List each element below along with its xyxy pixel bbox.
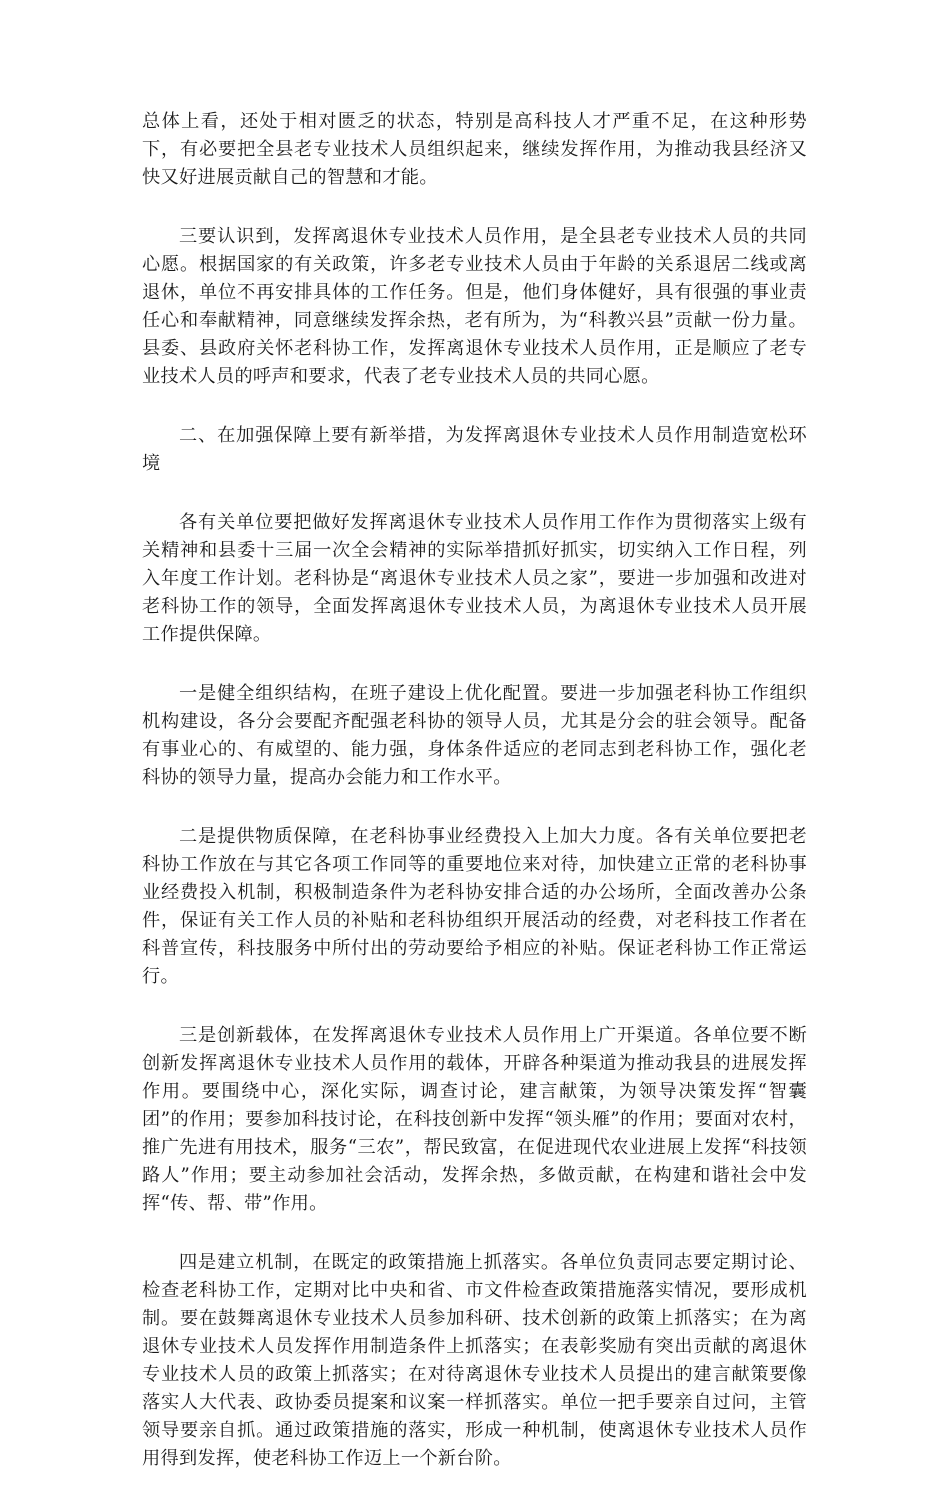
paragraph-1: 总体上看，还处于相对匮乏的状态，特别是高科技人才严重不足，在这种形势下，有必要把全县老专业技术人员组织起来，继续发挥作用，为推动我县经济又快又好进展贡献自己的智慧和才能。 — [142, 111, 807, 188]
paragraph-4: 各有关单位要把做好发挥离退休专业技术人员作用工作作为贯彻落实上级有关精神和县委十三届一次全会精神的实际举措抓好抓实，切实纳入工作日程，列入年度工作计划。老科协是“离退休专业技术人员之家”，要进一步加强和改进对老科协工作的领导，全面发挥离退休专业技术人员，为离退休专业技术人员开展工作提供保障。 — [142, 512, 807, 645]
paragraph-6: 二是提供物质保障，在老科协事业经费投入上加大力度。各有关单位要把老科协工作放在与其它各项工作同等的重要地位来对待，加快建立正常的老科协事业经费投入机制，积极制造条件为老科协安排合适的办公场所，全面改善办公条件，保证有关工作人员的补贴和老科协组织开展活动的经费，对老科技工作者在科普宣传，科技服务中所付出的劳动要给予相应的补贴。保证老科协工作正常运行。 — [142, 826, 807, 987]
paragraph-2: 三要认识到，发挥离退休专业技术人员作用，是全县老专业技术人员的共同心愿。根据国家的有关政策，许多老专业技术人员由于年龄的关系退居二线或离退休，单位不再安排具体的工作任务。但是，他们身体健好，具有很强的事业责任心和奉献精神，同意继续发挥余热，老有所为，为“科教兴县”贡献一份力量。县委、县政府关怀老科协工作，发挥离退休专业技术人员作用，正是顺应了老专业技术人员的呼声和要求，代表了老专业技术人员的共同心愿。 — [142, 226, 807, 387]
paragraph-5: 一是健全组织结构，在班子建设上优化配置。要进一步加强老科协工作组织机构建设，各分会要配齐配强老科协的领导人员，尤其是分会的驻会领导。配备有事业心的、有威望的、能力强，身体条件适应的老同志到老科协工作，强化老科协的领导力量，提高办会能力和工作水平。 — [142, 683, 807, 788]
paragraph-7: 三是创新载体，在发挥离退休专业技术人员作用上广开渠道。各单位要不断创新发挥离退休专业技术人员作用的载体，开辟各种渠道为推动我县的进展发挥作用。要围绕中心，深化实际，调查讨论，建言献策，为领导决策发挥“智囊团”的作用；要参加科技讨论，在科技创新中发挥“领头雁”的作用；要面对农村，推广先进有用技术，服务“三农”，帮民致富，在促进现代农业进展上发挥“科技领路人”作用；要主动参加社会活动，发挥余热，多做贡献，在构建和谐社会中发挥“传、帮、带”作用。 — [142, 1025, 807, 1214]
document-body — [142, 108, 807, 1504]
paragraph-8: 四是建立机制，在既定的政策措施上抓落实。各单位负责同志要定期讨论、检查老科协工作，定期对比中央和省、市文件检查政策措施落实情况，要形成机制。要在鼓舞离退休专业技术人员参加科研、技术创新的政策上抓落实；在为离退休专业技术人员发挥作用制造条件上抓落实；在表彰奖励有突出贡献的离退休专业技术人员的政策上抓落实；在对待离退休专业技术人员提出的建言献策要像落实人大代表、政协委员提案和议案一样抓落实。单位一把手要亲自过问，主管领导要亲自抓。通过政策措施的落实，形成一种机制，使离退休专业技术人员作用得到发挥，使老科协工作迈上一个新台阶。 — [142, 1252, 807, 1469]
section-heading-2: 二、在加强保障上要有新举措，为发挥离退休专业技术人员作用制造宽松环境 — [142, 425, 807, 474]
